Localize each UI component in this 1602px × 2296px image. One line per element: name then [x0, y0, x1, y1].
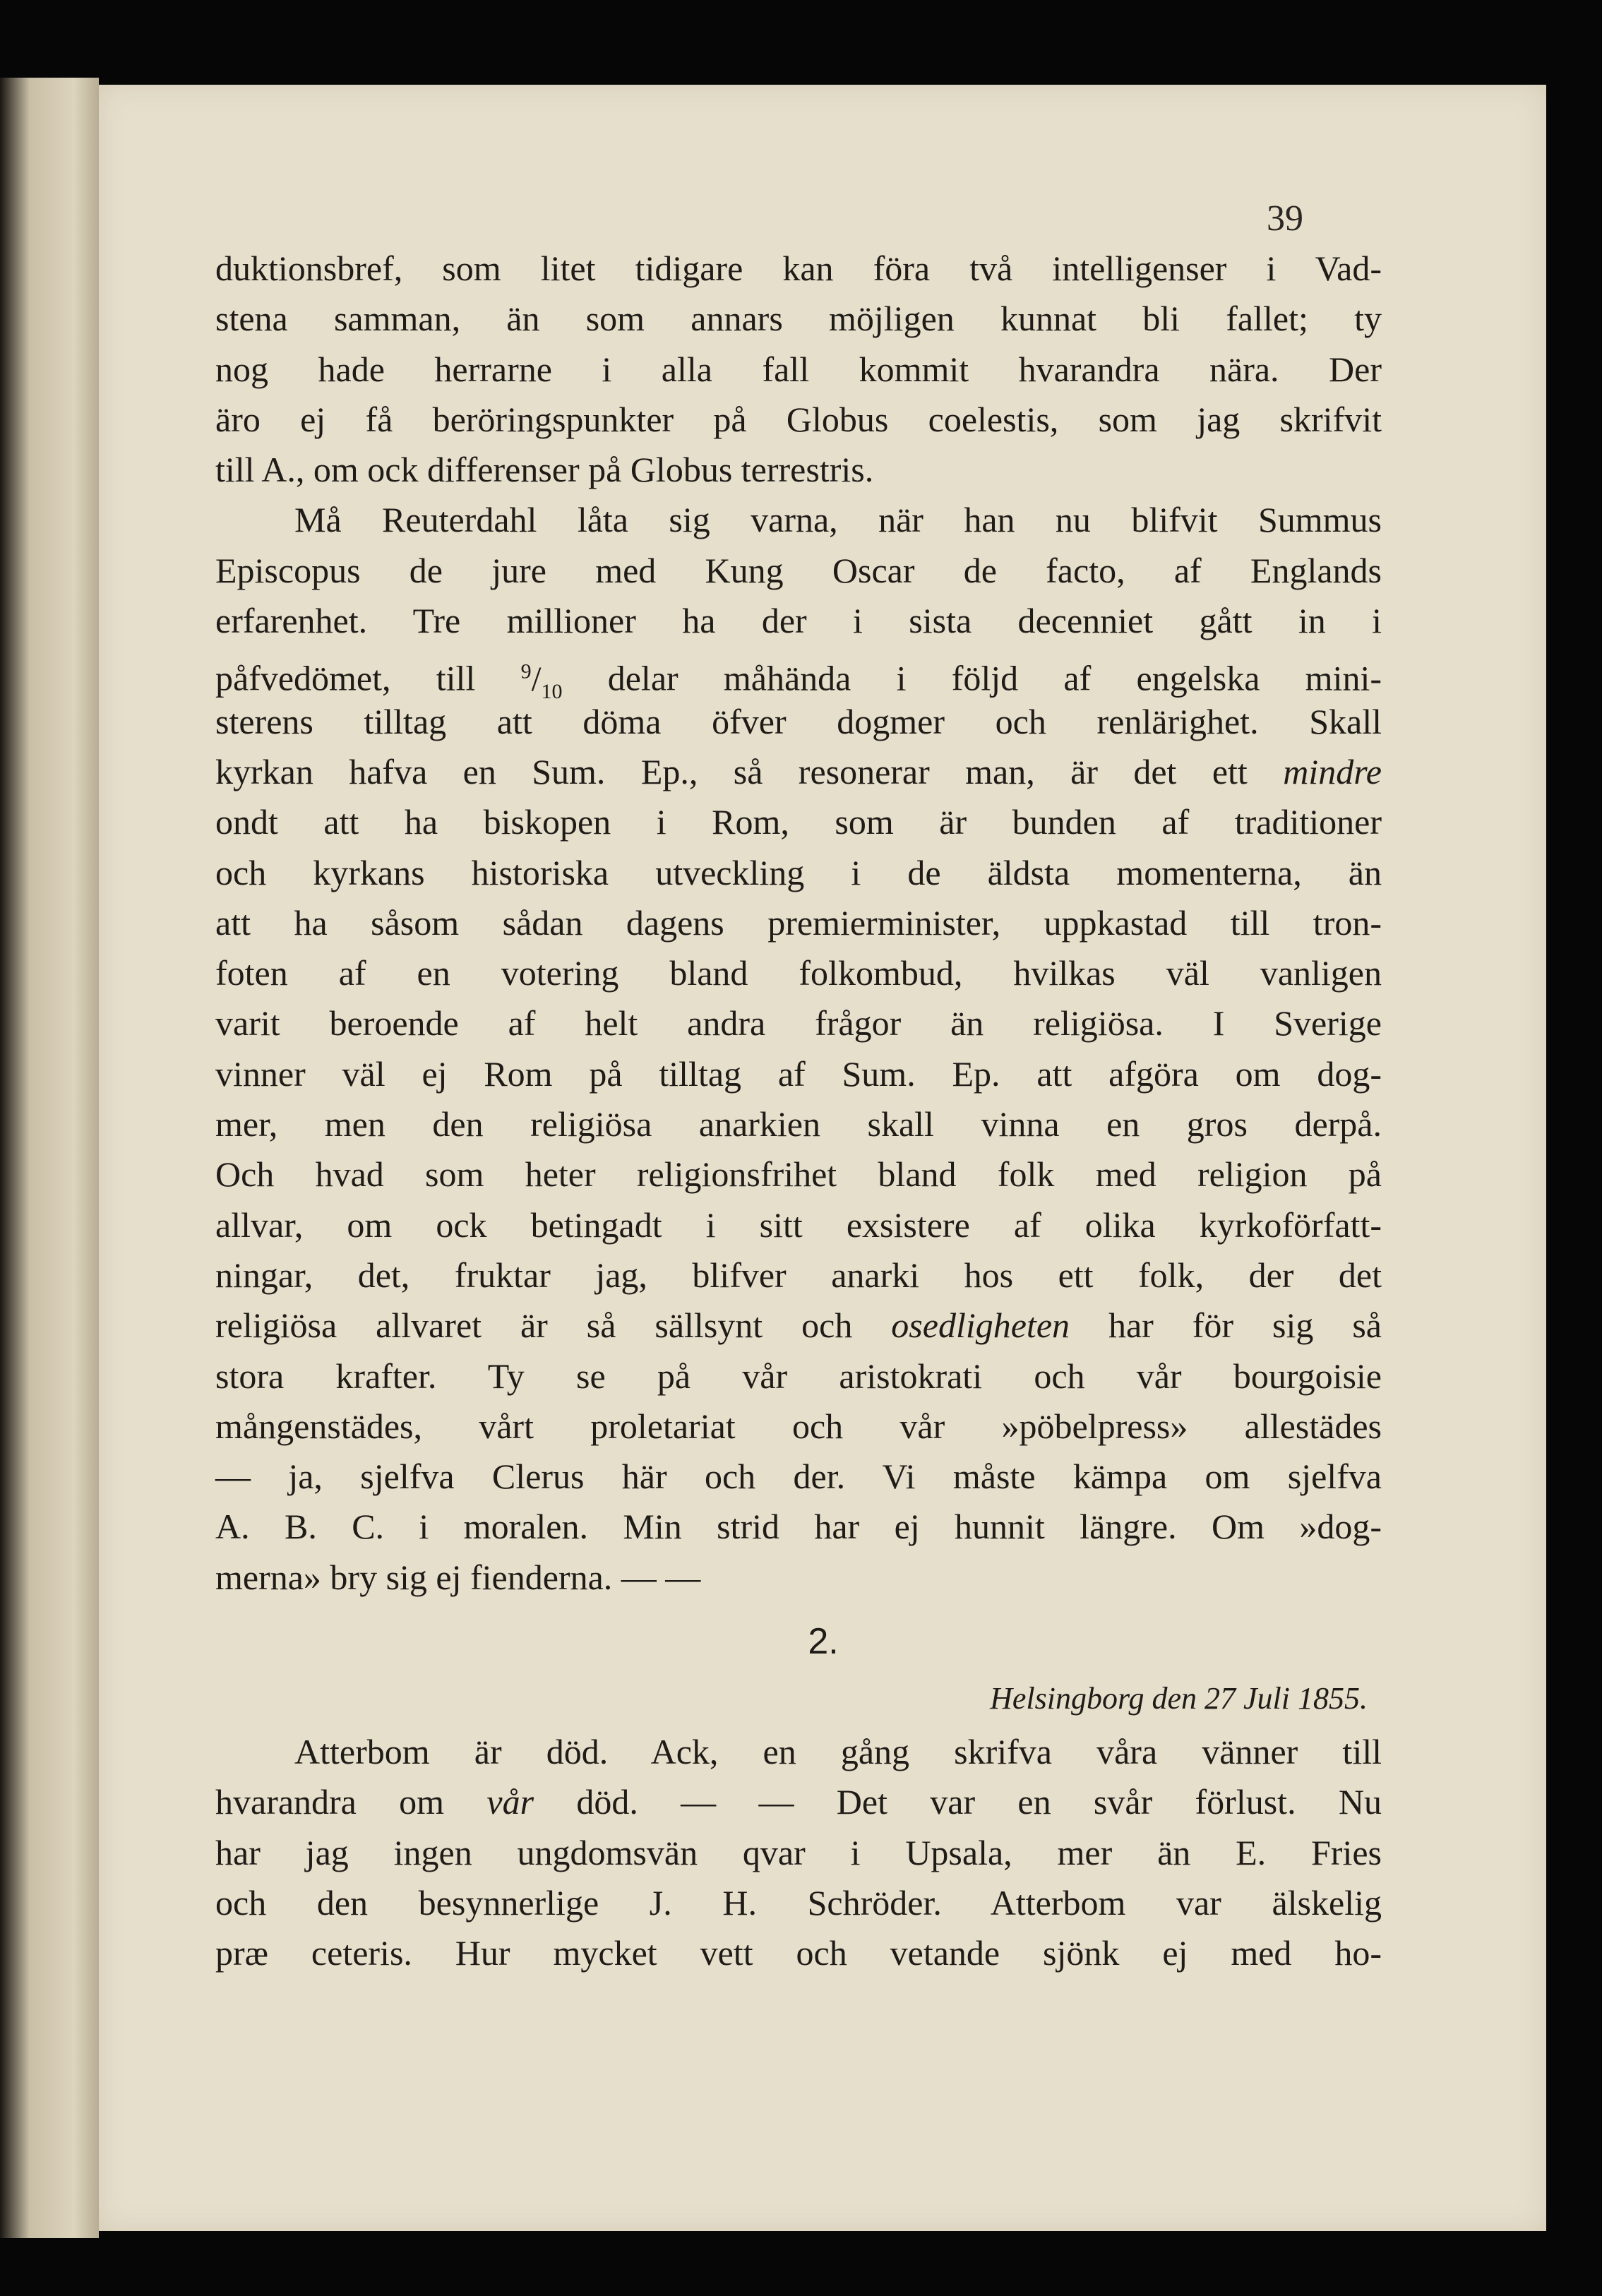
text-line: Må Reuterdahl låta sig varna, när han nu blifvit Summus — [294, 500, 1382, 540]
page-number: 39 — [1267, 198, 1303, 239]
text-line: Episcopus de jure med Kung Oscar de facto, af Englands — [215, 550, 1382, 590]
text-line: erfarenhet. Tre millioner ha der i sista decenniet gått in i — [215, 601, 1382, 641]
text-line: Atterbom är död. Ack, en gång skrifva våra vänner till — [294, 1732, 1382, 1772]
text-line: mer, men den religiösa anarkien skall vinna en gros derpå. — [215, 1104, 1382, 1144]
book-page — [99, 85, 1546, 2231]
text-line — [215, 646, 1382, 704]
italic-word: vår — [486, 1782, 534, 1822]
text-line: varit beroende af helt andra frågor än religiösa. I Sverige — [215, 1003, 1382, 1044]
text-line: att ha såsom sådan dagens premierminister, uppkastad till tron- — [215, 902, 1382, 943]
section-number: 2. — [808, 1621, 839, 1663]
text-line: mångenstädes, vårt proletariat och vår »pöbelpress» allestädes — [215, 1406, 1382, 1446]
fraction-numerator: 9 — [520, 659, 532, 683]
text-line: till A., om ock differenser på Globus terrestris. — [215, 450, 874, 490]
text-line — [215, 1301, 1382, 1351]
text-line — [215, 747, 1382, 797]
text-line: merna» bry sig ej fienderna. — — — [215, 1557, 701, 1597]
text-line: vinner väl ej Rom på tilltag af Sum. Ep. att afgöra om dog- — [215, 1053, 1382, 1094]
text-segment: har för sig så — [1108, 1305, 1382, 1346]
text-line: — ja, sjelfva Clerus här och der. Vi måste kämpa om sjelfva — [215, 1457, 1382, 1497]
text-line: stora krafter. Ty se på vår aristokrati och vår bourgoisie — [215, 1356, 1382, 1396]
text-segment: delar måhända i följd af engelska mini- — [607, 659, 1382, 699]
text-line: äro ej få beröringspunkter på Globus coelestis, som jag skrifvit — [215, 399, 1382, 439]
text-segment: hvarandra om — [215, 1782, 445, 1822]
text-segment: religiösa allvaret är så sällsynt och — [215, 1305, 853, 1346]
italic-word: mindre — [1283, 751, 1382, 791]
text-line: nog hade herrarne i alla fall kommit hvarandra nära. Der — [215, 349, 1382, 389]
letter-dateline: Helsingborg den 27 Juli 1855. — [990, 1681, 1368, 1716]
text-line: allvar, om ock betingadt i sitt exsistere af olika kyrkoförfatt- — [215, 1204, 1382, 1245]
text-segment: död. — — Det var en svår förlust. Nu — [576, 1782, 1382, 1822]
text-line: ningar, det, fruktar jag, blifver anarki hos ett folk, der det — [215, 1255, 1382, 1295]
text-segment: påfvedömet, till — [215, 659, 476, 699]
text-line: och kyrkans historiska utveckling i de äldsta momenterna, än — [215, 852, 1382, 892]
book-spine-shadow — [0, 78, 99, 2238]
text-line: A. B. C. i moralen. Min strid har ej hunnit längre. Om »dog- — [215, 1507, 1382, 1547]
text-line: ondt att ha biskopen i Rom, som är bunden af traditioner — [215, 802, 1382, 842]
text-line: Och hvad som heter religionsfrihet bland folk med religion på — [215, 1154, 1382, 1195]
text-line: har jag ingen ungdomsvän qvar i Upsala, mer än E. Fries — [215, 1832, 1382, 1872]
text-line: stena samman, än som annars möjligen kunnat bli fallet; ty — [215, 299, 1382, 339]
italic-word: osedligheten — [891, 1305, 1070, 1346]
text-line: och den besynnerlige J. H. Schröder. Atterbom var älskelig — [215, 1882, 1382, 1923]
fraction-denominator: 10 — [541, 680, 563, 704]
text-line: sterens tilltag att döma öfver dogmer och renlärighet. Skall — [215, 701, 1382, 741]
text-segment: kyrkan hafva en Sum. Ep., så resonerar man, är det ett — [215, 751, 1248, 791]
text-line: duktionsbref, som litet tidigare kan föra två intelligenser i Vad- — [215, 249, 1382, 288]
fraction: $^9/_{10}$ — [520, 659, 563, 704]
text-line: præ ceteris. Hur mycket vett och vetande sjönk ej med ho- — [215, 1933, 1382, 1973]
text-line — [215, 1777, 1382, 1827]
text-line: foten af en votering bland folkombud, hvilkas väl vanligen — [215, 953, 1382, 993]
body-text — [215, 244, 1382, 1979]
